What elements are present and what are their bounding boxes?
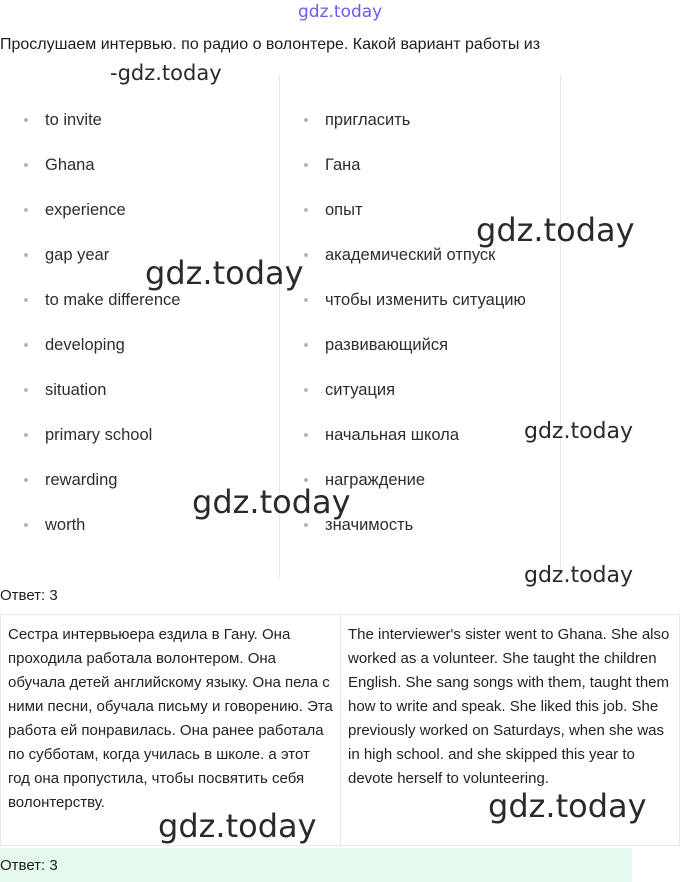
list-item: пригласить [304,105,526,150]
watermark: gdz.today [488,787,647,825]
list-item: награждение [304,465,526,510]
list-item: to invite [24,105,180,150]
vocabulary-english-list [24,105,180,555]
list-item: situation [24,375,180,420]
bullet-icon [24,388,28,392]
watermark: gdz.today [158,807,317,845]
bullet-icon [304,523,308,527]
question-text: Прослушаем интервью. по радио о волонтере. Какой вариант работы из [0,36,541,53]
answer-2-highlight [0,848,632,882]
bullet-icon [304,208,308,212]
list-item: to make difference [24,285,180,330]
list-item: Ghana [24,150,180,195]
bullet-icon [24,478,28,482]
list-item: rewarding [24,465,180,510]
list-item: академический отпуск [304,240,526,285]
list-item: gap year [24,240,180,285]
bullet-icon [304,118,308,122]
list-item: развивающийся [304,330,526,375]
bullet-icon [304,433,308,437]
watermark: gdz.today [476,211,635,249]
bullet-icon [304,343,308,347]
bullet-icon [24,118,28,122]
answer-2: Ответ: 3 [0,857,58,874]
bullet-icon [304,163,308,167]
answer-1: Ответ: 3 [0,587,58,604]
bullet-icon [24,253,28,257]
watermark: gdz.today [524,563,634,588]
bullet-icon [304,253,308,257]
list-item: primary school [24,420,180,465]
list-item: значимость [304,510,526,555]
list-item: ситуация [304,375,526,420]
bullet-icon [24,523,28,527]
list-item: начальная школа [304,420,526,465]
list-item: чтобы изменить ситуацию [304,285,526,330]
bullet-icon [304,478,308,482]
list-item: Гана [304,150,526,195]
watermark-top: gdz.today [298,2,383,22]
bullet-icon [24,343,28,347]
translation-english: The interviewer's sister went to Ghana. She also worked as a volunteer. She taught the children English. She sang songs with them, taught them how to write and speak. She liked this job. She previously worked on Saturdays, when she was in high school. and she skipped this year to devote herself to volunteering. [348,626,670,787]
bullet-icon [24,163,28,167]
watermark: -gdz.today [110,61,222,85]
bullet-icon [304,388,308,392]
bullet-icon [24,208,28,212]
list-item: worth [24,510,180,555]
watermark: gdz.today [524,419,634,444]
list-item: опыт [304,195,526,240]
bullet-icon [24,298,28,302]
bullet-icon [304,298,308,302]
list-item: experience [24,195,180,240]
list-item: developing [24,330,180,375]
translation-russian: Сестра интервьюера ездила в Гану. Она проходила работала волонтером. Она обучала детей английскому языку. Она пела с ними песни, обучала письму и говорению. Эта работа ей понравилась. Она ранее работала по субботам, когда училась в школе. а этот год она пропустила, чтобы посвятить себя волонтерству. [1,615,341,845]
bullet-icon [24,433,28,437]
watermark: gdz.today [145,254,304,292]
watermark: gdz.today [192,483,351,521]
